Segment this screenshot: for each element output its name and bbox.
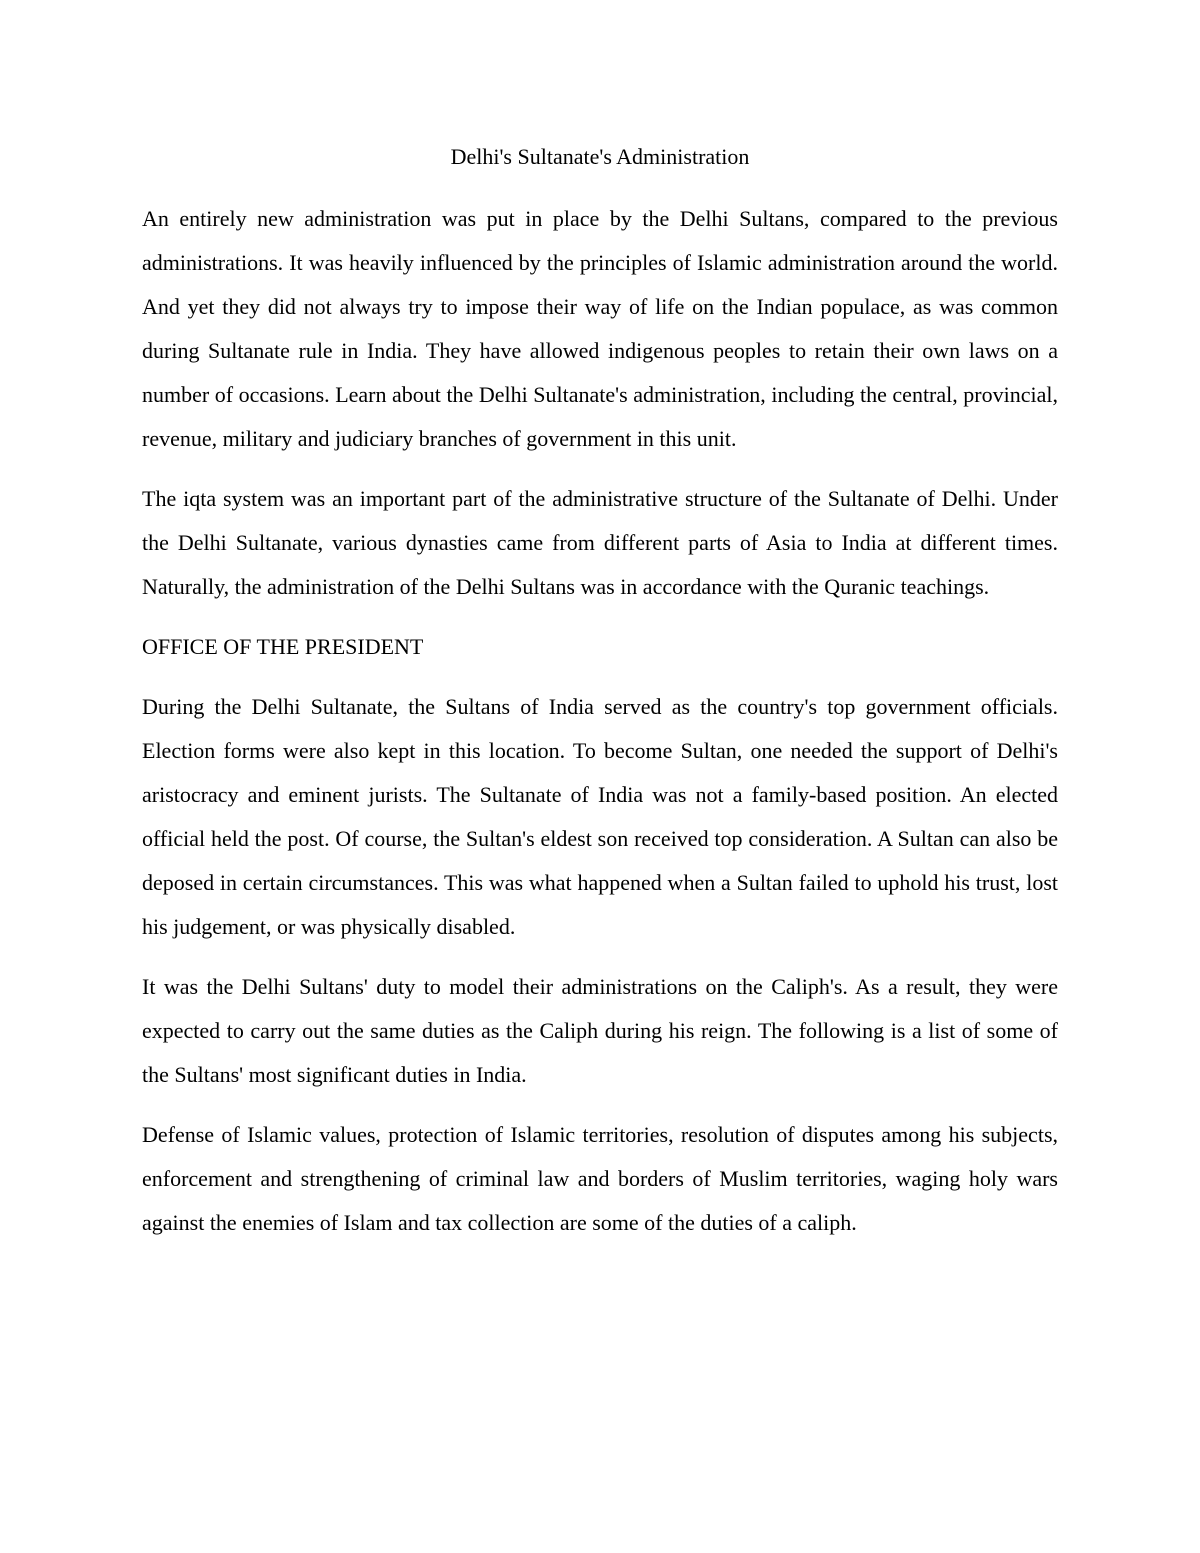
- paragraph-sultans-role: During the Delhi Sultanate, the Sultans of India served as the country's top government officials. Election forms were also kept in this location. To become Sultan, one needed the support of Delhi's aristocracy and eminent jurists. The Sultanate of India was not a family-based position. An elected official held the post. Of course, the Sultan's eldest son received top consideration. A Sultan can also be deposed in certain circumstances. This was what happened when a Sultan failed to uphold his trust, lost his judgement, or was physically disabled.: [142, 694, 1058, 939]
- paragraph-caliph-duties: Defense of Islamic values, protection of Islamic territories, resolution of disputes among his subjects, enforcement and strengthening of criminal law and borders of Muslim territories, waging holy wars against the enemies of Islam and tax collection are some of the duties of a caliph.: [142, 1122, 1058, 1235]
- paragraph-caliph-model: It was the Delhi Sultans' duty to model their administrations on the Caliph's. As a result, they were expected to carry out the same duties as the Caliph during his reign. The following is a list of some of the Sultans' most significant duties in India.: [142, 974, 1058, 1087]
- paragraph-introduction: An entirely new administration was put in place by the Delhi Sultans, compared to the previous administrations. It was heavily influenced by the principles of Islamic administration around the world. And yet they did not always try to impose their way of life on the Indian populace, as was common during Sultanate rule in India. They have allowed indigenous peoples to retain their own laws on a number of occasions. Learn about the Delhi Sultanate's administration, including the central, provincial, revenue, military and judiciary branches of government in this unit.: [142, 206, 1058, 451]
- document-title: Delhi's Sultanate's Administration: [450, 144, 750, 169]
- paragraph-iqta-system: The iqta system was an important part of the administrative structure of the Sultanate of Delhi. Under the Delhi Sultanate, various dynasties came from different parts of Asia to India at different times. Naturally, the administration of the Delhi Sultans was in accordance with the Quranic teachings.: [142, 486, 1058, 599]
- section-heading: OFFICE OF THE PRESIDENT: [142, 634, 424, 659]
